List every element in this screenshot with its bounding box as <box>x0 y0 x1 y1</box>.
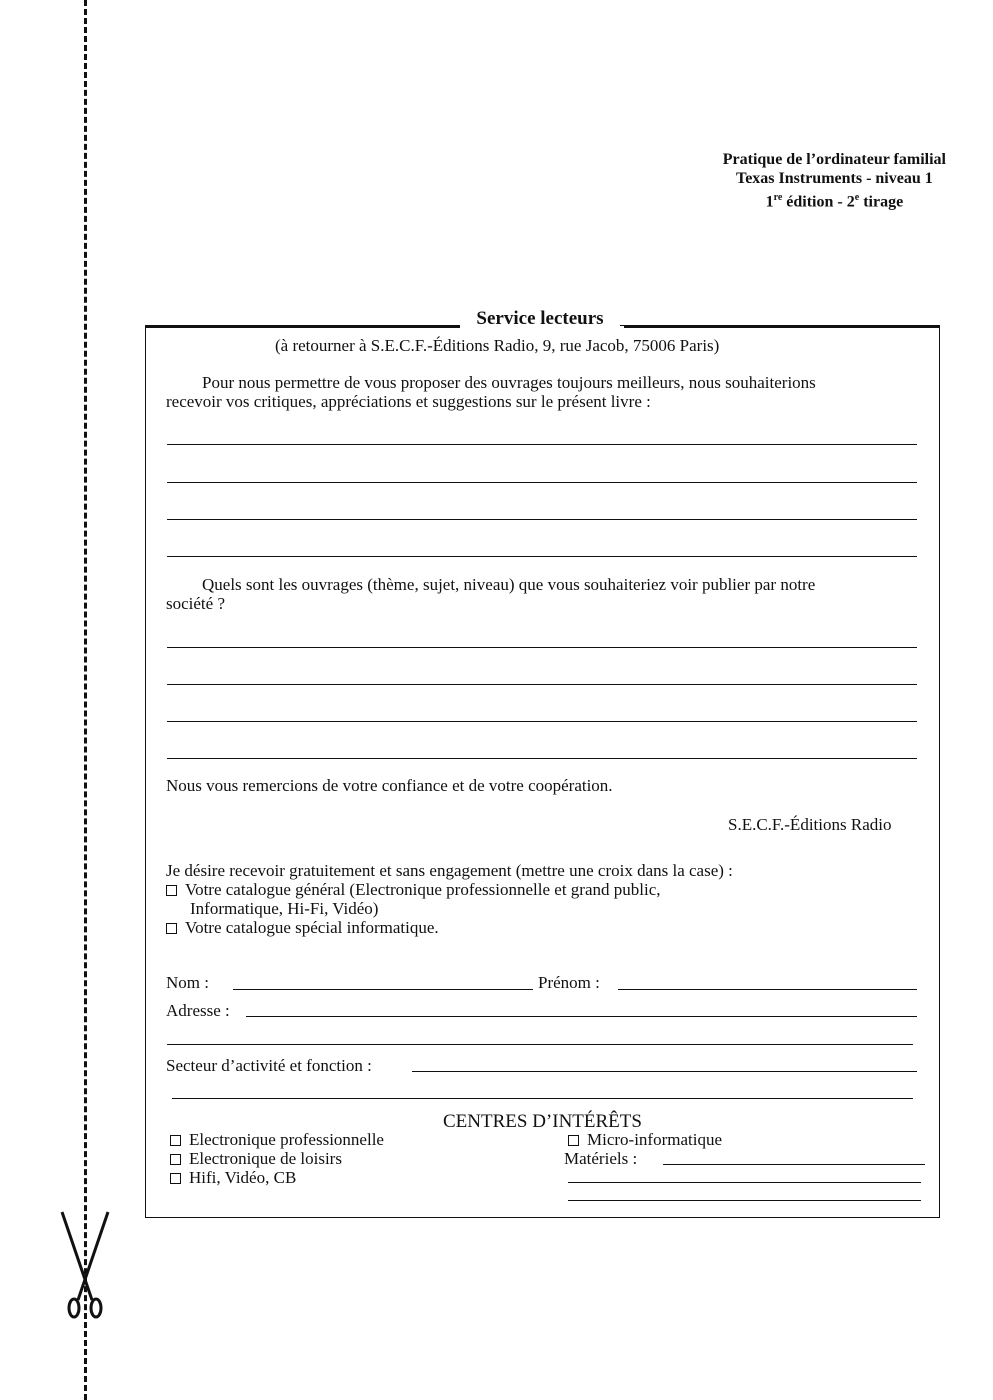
nom-field[interactable] <box>233 989 533 990</box>
adresse-field[interactable] <box>246 1016 917 1017</box>
book-subtitle: Texas Instruments - niveau 1 <box>735 170 933 187</box>
interest-pro-option[interactable]: Electronique professionnelle <box>170 1130 384 1149</box>
centres-title: CENTRES D’INTÉRÊTS <box>443 1111 642 1132</box>
return-address: (à retourner à S.E.C.F.-Éditions Radio, 9, rue Jacob, 75006 Paris) <box>275 336 720 355</box>
signature: S.E.C.F.-Éditions Radio <box>728 815 892 834</box>
form-title: Service lecteurs <box>460 307 620 331</box>
suggestion-line-3[interactable] <box>167 721 917 722</box>
suggestion-line-2[interactable] <box>167 684 917 685</box>
prenom-field[interactable] <box>618 989 917 990</box>
comment-line-2[interactable] <box>167 482 917 483</box>
checkbox-icon[interactable] <box>568 1135 579 1146</box>
intro-text-line1: Pour nous permettre de vous proposer des ouvrages toujours meilleurs, nous souhaiterions <box>202 373 816 392</box>
book-title: Pratique de l’ordinateur familial <box>722 151 946 168</box>
title-rule-left <box>145 326 460 328</box>
materiels-field[interactable] <box>663 1164 925 1165</box>
title-rule-right <box>624 326 940 328</box>
interest-loisirs-option[interactable]: Electronique de loisirs <box>170 1149 342 1168</box>
scissors-icon <box>58 1208 112 1320</box>
thanks-text: Nous vous remercions de votre confiance et de votre coopération. <box>166 776 613 795</box>
suggestion-line-4[interactable] <box>167 758 917 759</box>
checkbox-icon[interactable] <box>166 923 177 934</box>
comment-line-1[interactable] <box>167 444 917 445</box>
adresse-label: Adresse : <box>166 1001 230 1020</box>
materiels-field-line3[interactable] <box>568 1200 921 1201</box>
checkbox-icon[interactable] <box>170 1135 181 1146</box>
checkbox-icon[interactable] <box>170 1154 181 1165</box>
checkbox-icon[interactable] <box>166 885 177 896</box>
reader-service-form <box>145 325 940 1218</box>
interest-micro-option[interactable]: Micro-informatique <box>568 1130 722 1149</box>
materiels-field-line2[interactable] <box>568 1182 921 1183</box>
nom-label: Nom : <box>166 973 209 992</box>
suggestion-line-1[interactable] <box>167 647 917 648</box>
materiels-label: Matériels : <box>564 1149 638 1168</box>
prenom-label: Prénom : <box>538 973 600 992</box>
secteur-field[interactable] <box>412 1071 917 1072</box>
secteur-field-line2[interactable] <box>172 1098 913 1099</box>
adresse-field-line2[interactable] <box>167 1044 913 1045</box>
interest-hifi-option[interactable]: Hifi, Vidéo, CB <box>170 1168 296 1187</box>
cut-line <box>84 0 87 1400</box>
checkbox-icon[interactable] <box>170 1173 181 1184</box>
request-text: Je désire recevoir gratuitement et sans engagement (mettre une croix dans la case) : <box>166 861 733 880</box>
secteur-label: Secteur d’activité et fonction : <box>166 1056 372 1075</box>
catalog-general-option-line2: Informatique, Hi-Fi, Vidéo) <box>190 899 379 918</box>
catalog-general-option[interactable]: Votre catalogue général (Electronique professionnelle et grand public, <box>166 880 661 899</box>
question-text-line2: société ? <box>166 594 225 613</box>
question-text-line1: Quels sont les ouvrages (thème, sujet, niveau) que vous souhaiteriez voir publier par notre <box>202 575 816 594</box>
comment-line-3[interactable] <box>167 519 917 520</box>
catalog-special-option[interactable]: Votre catalogue spécial informatique. <box>166 918 439 937</box>
book-header <box>723 150 946 211</box>
intro-text-line2: recevoir vos critiques, appréciations et suggestions sur le présent livre : <box>166 392 651 411</box>
book-edition: 1re édition - 2e tirage <box>765 192 904 211</box>
comment-line-4[interactable] <box>167 556 917 557</box>
